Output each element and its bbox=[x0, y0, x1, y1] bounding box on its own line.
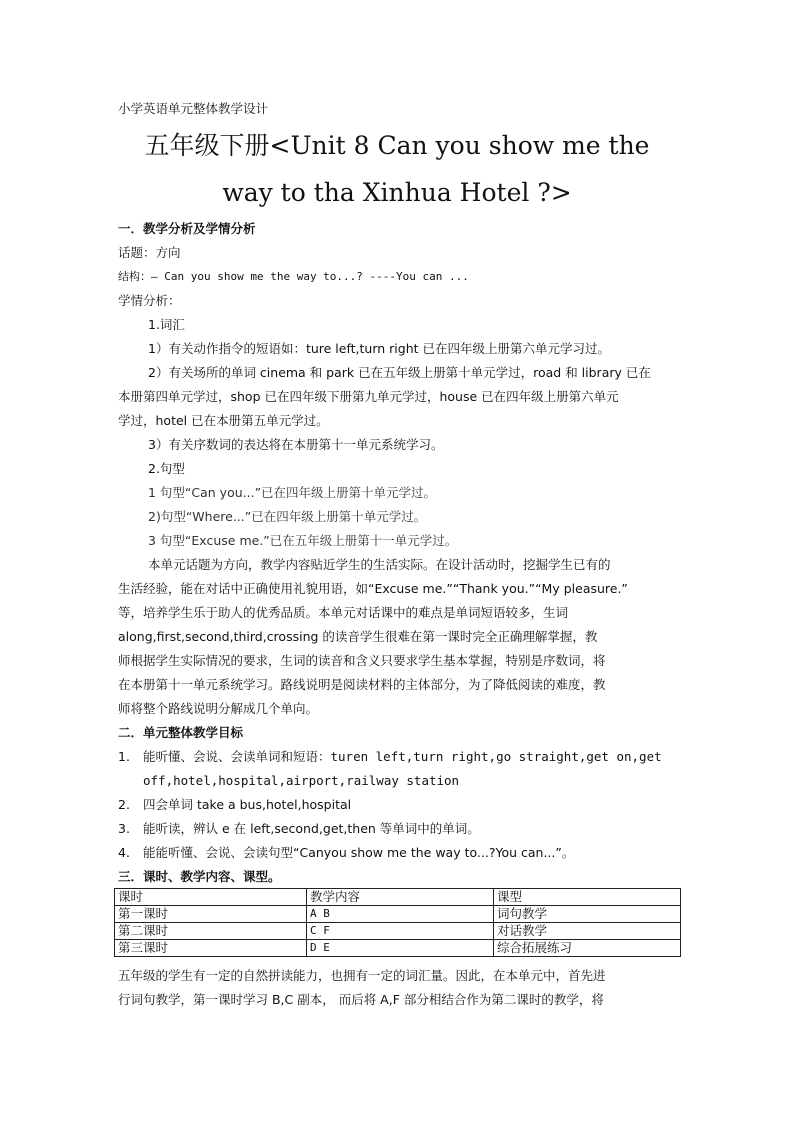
table-cell: 第三课时 bbox=[115, 940, 307, 957]
goal-1-line-1: 能听懂、会说、会读单词和短语：turen left,turn right,go straight,get on,get bbox=[143, 749, 662, 764]
table-row bbox=[115, 940, 681, 957]
goal-2-number: 2. bbox=[118, 797, 130, 812]
analysis-label: 学情分析： bbox=[118, 293, 181, 308]
table-header-cell: 教学内容 bbox=[307, 889, 494, 906]
table-row bbox=[115, 906, 681, 923]
table-cell: A B bbox=[307, 906, 494, 923]
sentence-item-2: 2)句型“Where...”已在四年级上册第十单元学过。 bbox=[148, 509, 427, 524]
table-row bbox=[115, 923, 681, 940]
table-cell: 综合拓展练习 bbox=[494, 940, 681, 957]
goal-2: 四会单词 take a bus,hotel,hospital bbox=[143, 797, 352, 812]
vocab-label: 1.词汇 bbox=[148, 317, 185, 332]
paragraph-3-line-1: 五年级的学生有一定的自然拼读能力，也拥有一定的词汇量。因此，在本单元中，首先进 bbox=[118, 968, 606, 983]
goal-1-number: 1. bbox=[118, 749, 130, 764]
paragraph-1-line-7: 师将整个路线说明分解成几个单向。 bbox=[118, 701, 319, 716]
sentence-item-1: 1 句型“Can you...”已在四年级上册第十单元学过。 bbox=[148, 485, 437, 500]
structure-line: 结构：— Can you show me the way to...? ----You can ... bbox=[118, 270, 469, 283]
section-3-heading: 三．课时、教学内容、课型。 bbox=[118, 869, 281, 884]
vocab-item-1: 1）有关动作指令的短语如：ture left,turn right 已在四年级上册第六单元学习过。 bbox=[148, 341, 611, 356]
vocab-item-2c: 学过，hotel 已在本册第五单元学过。 bbox=[118, 413, 329, 428]
section-2-heading: 二．单元整体教学目标 bbox=[118, 725, 244, 740]
paragraph-1-line-6: 在本册第十一单元系统学习。路线说明是阅读材料的主体部分，为了降低阅读的难度，教 bbox=[118, 677, 606, 692]
lesson-table bbox=[114, 888, 681, 957]
table-header-cell: 课时 bbox=[115, 889, 307, 906]
table-header-row bbox=[115, 889, 681, 906]
document-header: 小学英语单元整体教学设计 bbox=[118, 101, 269, 116]
topic-line: 话题：方向 bbox=[118, 245, 181, 260]
table-cell: 对话教学 bbox=[494, 923, 681, 940]
sentence-item-3: 3 句型“Excuse me.”已在五年级上册第十一单元学过。 bbox=[148, 533, 458, 548]
section-1-heading: 一．教学分析及学情分析 bbox=[118, 221, 256, 236]
table-cell: D E bbox=[307, 940, 494, 957]
table-cell: 词句教学 bbox=[494, 906, 681, 923]
vocab-item-3: 3）有关序数词的表达将在本册第十一单元系统学习。 bbox=[148, 437, 444, 452]
vocab-item-2a: 2）有关场所的单词 cinema 和 park 已在五年级上册第十单元学过，road 和 library 已在 bbox=[148, 365, 651, 380]
vocab-item-2b: 本册第四单元学过，shop 已在四年级下册第九单元学过，house 已在四年级上册第六单元 bbox=[118, 389, 619, 404]
paragraph-1-line-1: 本单元话题为方向，教学内容贴近学生的生活实际。在设计活动时，挖掘学生已有的 bbox=[148, 557, 611, 572]
paragraph-1-line-4: along,first,second,third,crossing 的读音学生很难在第一课时完全正确理解掌握，教 bbox=[118, 629, 598, 644]
goal-1-line-2: off,hotel,hospital,airport,railway station bbox=[143, 773, 460, 788]
table-cell: 第二课时 bbox=[115, 923, 307, 940]
paragraph-1-line-2: 生活经验，能在对话中正确使用礼貌用语，如“Excuse me.”“Thank you.”“My pleasure.” bbox=[118, 581, 628, 596]
goal-3: 能听读，辨认 e 在 left,second,get,then 等单词中的单词。 bbox=[143, 821, 480, 836]
title-line-2: way to tha Xinhua Hotel ?> bbox=[222, 178, 572, 207]
table-cell: 第一课时 bbox=[115, 906, 307, 923]
goal-3-number: 3. bbox=[118, 821, 130, 836]
sentence-label: 2.句型 bbox=[148, 461, 185, 476]
paragraph-1-line-5: 师根据学生实际情况的要求，生词的读音和含义只要求学生基本掌握，特别是序数词，将 bbox=[118, 653, 606, 668]
title-line-1: 五年级下册<Unit 8 Can you show me the bbox=[144, 131, 650, 160]
table-cell: C F bbox=[307, 923, 494, 940]
table-header-cell: 课型 bbox=[494, 889, 681, 906]
paragraph-3-line-2: 行词句教学，第一课时学习 B,C 副本， 而后将 A,F 部分相结合作为第二课时的教学，将 bbox=[118, 992, 604, 1007]
paragraph-1-line-3: 等，培养学生乐于助人的优秀品质。本单元对话课中的难点是单词短语较多，生词 bbox=[118, 605, 569, 620]
goal-4: 能能听懂、会说、会读句型“Canyou show me the way to...?You can...”。 bbox=[143, 845, 575, 860]
goal-4-number: 4. bbox=[118, 845, 130, 860]
